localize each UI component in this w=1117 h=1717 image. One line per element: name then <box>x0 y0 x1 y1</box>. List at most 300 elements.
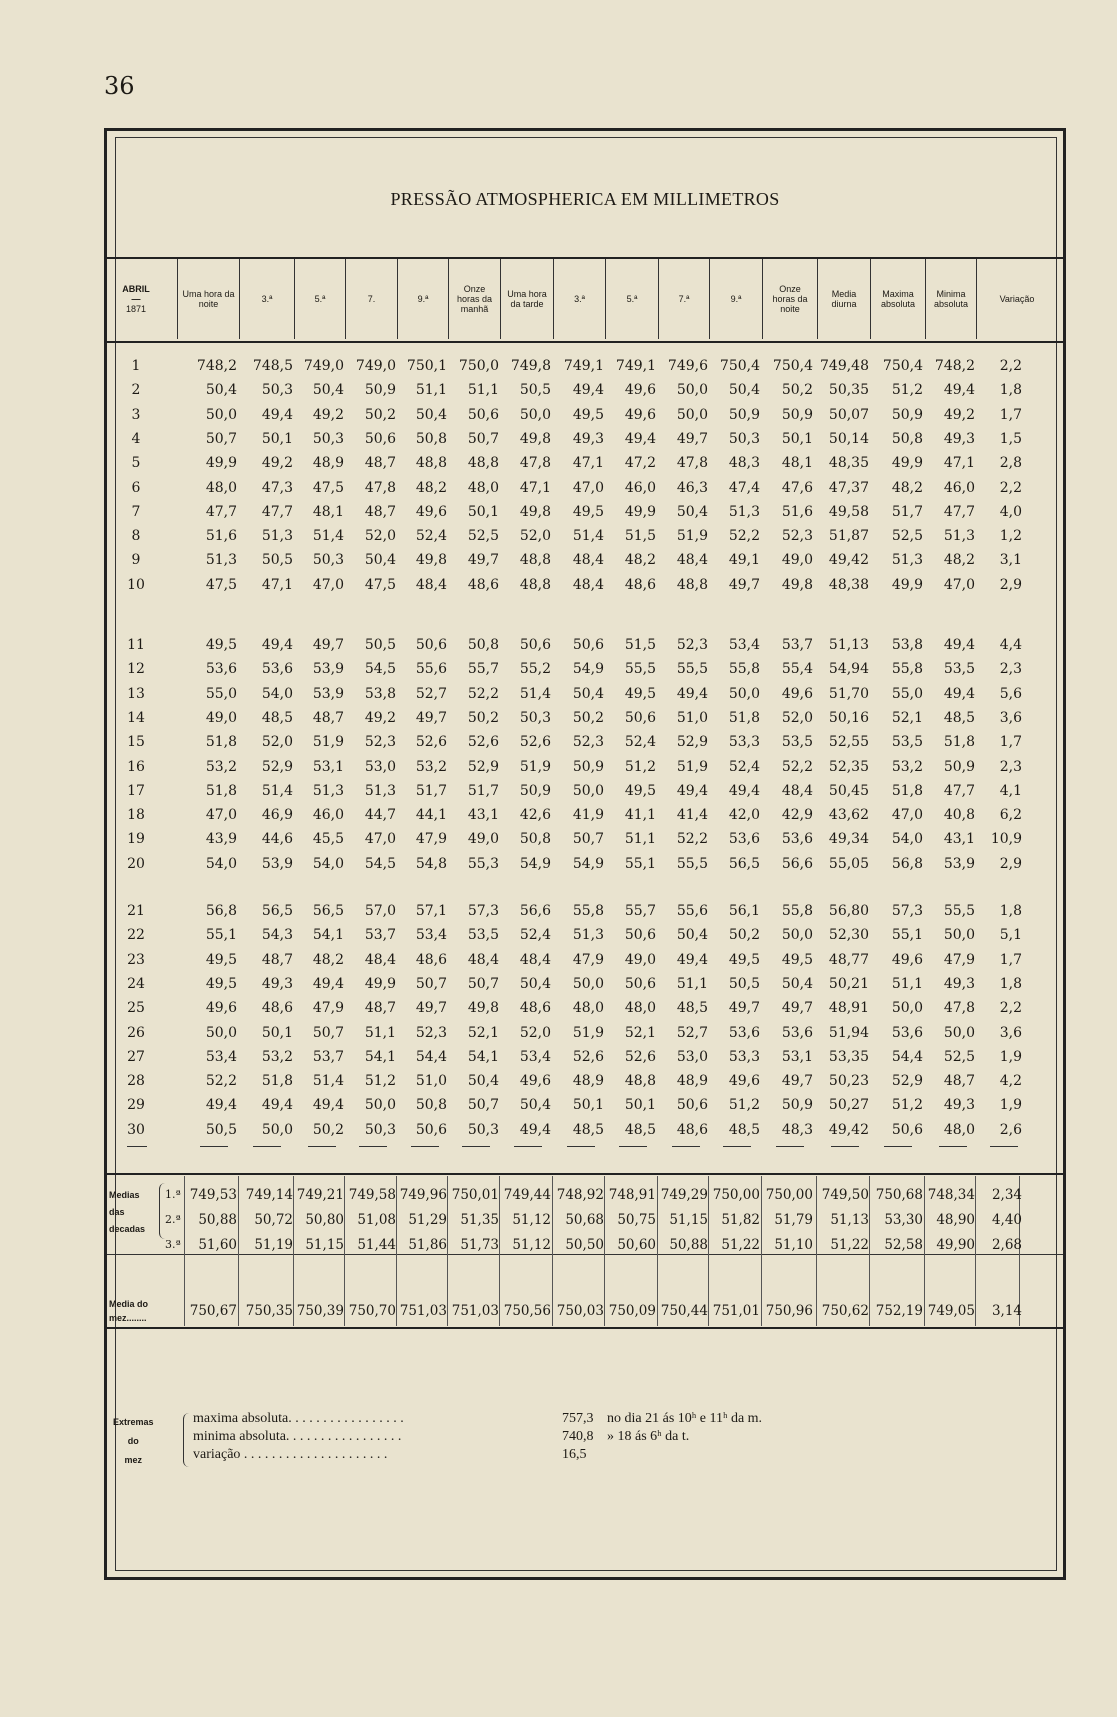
row-value: 2,2 <box>999 358 1022 374</box>
row-value: 50,4 <box>312 382 344 399</box>
row-value: 52,9 <box>676 734 708 751</box>
row-value: 57,3 <box>467 903 499 919</box>
row-value: 50,4 <box>205 382 237 399</box>
row-value: 47,9 <box>312 1000 344 1017</box>
row-value: 49,6 <box>891 951 923 968</box>
row-value: 45,5 <box>312 831 344 848</box>
row-value: 53,6 <box>781 831 813 848</box>
month-mean-label-line: mez........ <box>109 1313 147 1323</box>
row-value: 50,6 <box>519 637 551 653</box>
row-value: 55,2 <box>519 661 551 678</box>
row-value: 55,6 <box>676 903 708 919</box>
header-col-14: Minima absoluta <box>925 259 976 339</box>
table-row <box>107 633 1063 657</box>
row-value: 49,2 <box>943 406 975 423</box>
row-value: 50,2 <box>728 927 760 944</box>
row-value: 750,0 <box>458 358 499 374</box>
day-dash <box>127 1146 147 1147</box>
row-value: 48,0 <box>467 479 499 496</box>
table-row <box>107 803 1063 827</box>
row-value: 42,9 <box>781 807 813 824</box>
row-day: 26 <box>127 1024 145 1041</box>
row-value: 3,6 <box>999 1024 1022 1041</box>
decade-value: 50,60 <box>617 1237 656 1253</box>
row-value: 49,4 <box>728 782 760 799</box>
row-value: 50,1 <box>261 1024 293 1041</box>
row-value: 51,7 <box>891 503 923 520</box>
decade-value: 51,12 <box>512 1237 551 1253</box>
row-value: 54,4 <box>415 1048 447 1065</box>
header-col-3: 7. <box>345 259 397 339</box>
row-value: 50,0 <box>572 975 604 992</box>
row-value: 50,0 <box>519 406 551 423</box>
row-value: 51,1 <box>624 831 656 848</box>
row-value: 50,9 <box>891 406 923 423</box>
row-value: 50,0 <box>572 782 604 799</box>
row-value: 749,1 <box>563 358 604 374</box>
row-value: 49,4 <box>261 1097 293 1114</box>
row-value: 53,6 <box>261 661 293 678</box>
row-value: 51,4 <box>519 685 551 702</box>
row-value: 48,91 <box>828 1000 869 1017</box>
row-value: 46,0 <box>312 807 344 824</box>
row-value: 51,5 <box>624 637 656 653</box>
row-value: 48,0 <box>943 1121 975 1138</box>
decades-label-line: decadas <box>109 1224 146 1234</box>
row-value: 53,9 <box>943 855 975 872</box>
row-value: 43,62 <box>828 807 869 824</box>
decade-value: 4,40 <box>991 1212 1022 1228</box>
row-value: 50,4 <box>364 552 396 569</box>
table-row <box>107 1118 1063 1142</box>
row-value: 49,6 <box>624 382 656 399</box>
row-value: 42,6 <box>519 807 551 824</box>
row-value: 47,7 <box>205 503 237 520</box>
month-mean-bottom-rule <box>107 1327 1063 1329</box>
row-value: 49,7 <box>728 576 760 593</box>
row-value: 48,7 <box>943 1073 975 1090</box>
row-value: 51,2 <box>364 1073 396 1090</box>
table-row <box>107 972 1063 996</box>
row-value: 49,7 <box>781 1000 813 1017</box>
row-value: 50,4 <box>676 503 708 520</box>
row-value: 51,9 <box>572 1024 604 1041</box>
row-value: 53,3 <box>728 1048 760 1065</box>
row-value: 51,7 <box>467 782 499 799</box>
row-value: 48,0 <box>205 479 237 496</box>
row-value: 53,4 <box>415 927 447 944</box>
row-value: 49,7 <box>728 1000 760 1017</box>
column-dash <box>723 1146 751 1147</box>
row-value: 50,0 <box>676 382 708 399</box>
row-value: 51,6 <box>205 528 237 545</box>
month-mean-value: 751,03 <box>451 1303 499 1319</box>
column-dash <box>514 1146 542 1147</box>
row-day: 19 <box>127 831 145 848</box>
row-value: 51,4 <box>572 528 604 545</box>
row-value: 49,4 <box>519 1121 551 1138</box>
extreme-label: variação . . . . . . . . . . . . . . . . . . . . . <box>193 1447 388 1462</box>
header-col-8: 5.ª <box>605 259 658 339</box>
row-value: 48,4 <box>415 576 447 593</box>
row-value: 49,5 <box>781 951 813 968</box>
decade-value: 51,29 <box>408 1212 447 1228</box>
header-col-12: Media diurna <box>817 259 870 339</box>
row-value: 54,1 <box>467 1048 499 1065</box>
decade-value: 52,58 <box>884 1237 923 1253</box>
table-row <box>107 403 1063 427</box>
month-mean-value: 751,03 <box>399 1303 447 1319</box>
row-value: 50,7 <box>467 1097 499 1114</box>
row-value: 49,4 <box>312 1097 344 1114</box>
row-value: 49,3 <box>572 430 604 447</box>
row-value: 49,9 <box>891 455 923 472</box>
row-value: 52,3 <box>364 734 396 751</box>
row-value: 51,3 <box>312 782 344 799</box>
row-value: 49,0 <box>205 709 237 726</box>
row-value: 53,5 <box>781 734 813 751</box>
row-value: 54,1 <box>312 927 344 944</box>
row-value: 4,0 <box>999 503 1022 520</box>
column-dash <box>776 1146 804 1147</box>
row-value: 50,16 <box>828 709 869 726</box>
column-dash <box>831 1146 859 1147</box>
row-value: 51,8 <box>943 734 975 751</box>
row-value: 50,4 <box>519 1097 551 1114</box>
row-value: 48,2 <box>312 951 344 968</box>
row-value: 47,0 <box>312 576 344 593</box>
row-day: 21 <box>127 903 145 919</box>
row-value: 48,5 <box>943 709 975 726</box>
row-value: 49,3 <box>943 975 975 992</box>
row-value: 52,1 <box>467 1024 499 1041</box>
row-value: 51,3 <box>261 528 293 545</box>
table-row <box>107 451 1063 475</box>
row-value: 50,5 <box>205 1121 237 1138</box>
row-value: 50,4 <box>676 927 708 944</box>
decade-value: 748,91 <box>608 1187 656 1203</box>
row-value: 48,5 <box>261 709 293 726</box>
extreme-value: 757,3 <box>562 1411 594 1426</box>
extreme-note: » 18 ás 6ʰ da t. <box>607 1429 690 1444</box>
row-value: 49,9 <box>205 455 237 472</box>
row-value: 53,6 <box>728 831 760 848</box>
row-value: 51,9 <box>519 758 551 775</box>
decade-value: 50,72 <box>254 1212 293 1228</box>
row-day: 18 <box>127 807 145 824</box>
row-value: 6,2 <box>999 807 1022 824</box>
header-col-5: Onze horas da manhã <box>448 259 500 339</box>
row-value: 52,30 <box>828 927 869 944</box>
month-mean-row <box>107 1299 1063 1323</box>
row-value: 52,2 <box>781 758 813 775</box>
row-day: 23 <box>127 951 145 968</box>
row-value: 53,5 <box>943 661 975 678</box>
row-value: 50,6 <box>572 637 604 653</box>
row-value: 50,6 <box>415 637 447 653</box>
decade-value: 51,60 <box>198 1237 237 1253</box>
row-value: 48,8 <box>467 455 499 472</box>
row-value: 52,0 <box>261 734 293 751</box>
row-value: 47,9 <box>943 951 975 968</box>
row-value: 49,7 <box>781 1073 813 1090</box>
row-value: 50,9 <box>781 1097 813 1114</box>
table-row <box>107 852 1063 876</box>
row-value: 49,4 <box>943 637 975 653</box>
row-value: 50,5 <box>519 382 551 399</box>
row-value: 47,0 <box>891 807 923 824</box>
extremes-label <box>113 1413 154 1470</box>
row-value: 53,4 <box>728 637 760 653</box>
decade-value: 50,50 <box>565 1237 604 1253</box>
row-value: 48,5 <box>624 1121 656 1138</box>
row-value: 53,2 <box>891 758 923 775</box>
row-value: 54,3 <box>261 927 293 944</box>
row-value: 54,4 <box>891 1048 923 1065</box>
row-value: 52,55 <box>828 734 869 751</box>
row-value: 53,35 <box>828 1048 869 1065</box>
row-value: 52,0 <box>519 528 551 545</box>
extreme-label: minima absoluta. . . . . . . . . . . . . . . . . <box>193 1429 402 1444</box>
row-value: 50,9 <box>728 406 760 423</box>
row-value: 50,5 <box>728 975 760 992</box>
row-value: 48,6 <box>519 1000 551 1017</box>
header-month: ABRIL <box>122 284 150 294</box>
row-value: 51,3 <box>364 782 396 799</box>
row-value: 50,3 <box>261 382 293 399</box>
row-day: 25 <box>127 1000 145 1017</box>
row-value: 49,4 <box>572 382 604 399</box>
row-value: 51,5 <box>624 528 656 545</box>
row-value: 49,34 <box>828 831 869 848</box>
row-value: 50,07 <box>828 406 869 423</box>
row-value: 46,0 <box>624 479 656 496</box>
row-value: 55,5 <box>676 855 708 872</box>
row-value: 54,9 <box>519 855 551 872</box>
decade-value: 49,90 <box>936 1237 975 1253</box>
row-value: 749,48 <box>820 358 869 374</box>
row-value: 48,8 <box>676 576 708 593</box>
row-value: 47,7 <box>943 503 975 520</box>
row-value: 51,3 <box>728 503 760 520</box>
row-value: 1,7 <box>999 734 1022 751</box>
row-value: 51,9 <box>312 734 344 751</box>
row-value: 49,5 <box>728 951 760 968</box>
table-row <box>107 948 1063 972</box>
row-value: 52,7 <box>676 1024 708 1041</box>
row-value: 52,1 <box>624 1024 656 1041</box>
row-value: 749,6 <box>667 358 708 374</box>
row-value: 52,35 <box>828 758 869 775</box>
row-value: 49,4 <box>943 685 975 702</box>
row-value: 50,2 <box>781 382 813 399</box>
row-value: 10,9 <box>990 831 1022 848</box>
row-value: 3,1 <box>999 552 1022 569</box>
extreme-value: 740,8 <box>562 1429 594 1444</box>
row-value: 50,4 <box>572 685 604 702</box>
table-row <box>107 378 1063 402</box>
row-value: 48,7 <box>364 1000 396 1017</box>
row-value: 50,4 <box>781 975 813 992</box>
row-value: 44,6 <box>261 831 293 848</box>
table-row <box>107 427 1063 451</box>
decade-value: 51,19 <box>254 1237 293 1253</box>
row-value: 48,9 <box>676 1073 708 1090</box>
row-value: 51,8 <box>261 1073 293 1090</box>
row-value: 56,1 <box>728 903 760 919</box>
row-value: 41,9 <box>572 807 604 824</box>
row-value: 48,9 <box>312 455 344 472</box>
row-value: 44,7 <box>364 807 396 824</box>
row-value: 50,6 <box>467 406 499 423</box>
row-value: 50,4 <box>519 975 551 992</box>
table-row <box>107 1021 1063 1045</box>
row-value: 51,3 <box>205 552 237 569</box>
row-value: 41,4 <box>676 807 708 824</box>
row-value: 49,4 <box>312 975 344 992</box>
row-value: 49,5 <box>572 503 604 520</box>
row-value: 52,0 <box>364 528 396 545</box>
header-col-0: Uma hora da noite <box>177 259 239 339</box>
column-dash <box>359 1146 387 1147</box>
row-value: 1,9 <box>999 1048 1022 1065</box>
extreme-value: 16,5 <box>562 1447 587 1462</box>
row-value: 48,6 <box>261 1000 293 1017</box>
row-value: 50,3 <box>467 1121 499 1138</box>
row-value: 49,4 <box>624 430 656 447</box>
row-value: 53,0 <box>364 758 396 775</box>
row-value: 749,8 <box>510 358 551 374</box>
row-value: 49,0 <box>467 831 499 848</box>
decade-value: 51,15 <box>669 1212 708 1228</box>
decades-top-rule <box>107 1173 1063 1175</box>
row-value: 50,45 <box>828 782 869 799</box>
decade-value: 51,35 <box>460 1212 499 1228</box>
row-value: 48,8 <box>519 552 551 569</box>
row-value: 50,6 <box>364 430 396 447</box>
row-value: 50,3 <box>728 430 760 447</box>
row-value: 50,0 <box>943 1024 975 1041</box>
row-value: 52,3 <box>572 734 604 751</box>
decade-row <box>107 1233 1063 1257</box>
row-value: 55,1 <box>205 927 237 944</box>
decade-value: 51,79 <box>774 1212 813 1228</box>
header-col-13: Maxima absoluta <box>870 259 925 339</box>
row-value: 52,4 <box>624 734 656 751</box>
row-value: 48,2 <box>624 552 656 569</box>
table-row <box>107 706 1063 730</box>
row-value: 48,2 <box>943 552 975 569</box>
row-value: 56,8 <box>205 903 237 919</box>
row-value: 48,5 <box>572 1121 604 1138</box>
row-value: 50,0 <box>676 406 708 423</box>
row-value: 49,4 <box>261 637 293 653</box>
row-value: 47,8 <box>519 455 551 472</box>
column-dash <box>253 1146 281 1147</box>
row-value: 50,6 <box>624 709 656 726</box>
header-col-2: 5.ª <box>294 259 345 339</box>
row-value: 51,0 <box>676 709 708 726</box>
row-value: 4,2 <box>999 1073 1022 1090</box>
table-row <box>107 827 1063 851</box>
row-value: 54,5 <box>364 661 396 678</box>
row-value: 48,35 <box>828 455 869 472</box>
row-value: 49,2 <box>312 406 344 423</box>
row-value: 55,05 <box>828 855 869 872</box>
row-value: 51,7 <box>415 782 447 799</box>
row-value: 47,0 <box>572 479 604 496</box>
table-row <box>107 1045 1063 1069</box>
row-value: 52,9 <box>891 1073 923 1090</box>
table-row <box>107 899 1063 923</box>
row-value: 48,77 <box>828 951 869 968</box>
row-value: 750,1 <box>406 358 447 374</box>
row-day: 15 <box>127 734 145 751</box>
row-value: 52,4 <box>728 758 760 775</box>
row-value: 749,0 <box>303 358 344 374</box>
decade-value: 749,53 <box>189 1187 237 1203</box>
row-value: 52,3 <box>676 637 708 653</box>
row-day: 17 <box>127 782 145 799</box>
row-value: 42,0 <box>728 807 760 824</box>
row-value: 49,7 <box>467 552 499 569</box>
row-value: 48,3 <box>728 455 760 472</box>
row-value: 51,13 <box>828 637 869 653</box>
decade-value: 50,68 <box>565 1212 604 1228</box>
row-value: 43,1 <box>943 831 975 848</box>
row-value: 748,2 <box>196 358 237 374</box>
decade-value: 749,29 <box>660 1187 708 1203</box>
row-value: 50,1 <box>572 1097 604 1114</box>
decade-value: 50,75 <box>617 1212 656 1228</box>
row-value: 53,2 <box>261 1048 293 1065</box>
row-value: 49,6 <box>415 503 447 520</box>
row-value: 49,4 <box>676 782 708 799</box>
row-value: 2,2 <box>999 479 1022 496</box>
row-value: 54,9 <box>572 661 604 678</box>
row-value: 50,7 <box>205 430 237 447</box>
decade-ordinal: 3.ª <box>165 1238 181 1251</box>
row-value: 55,8 <box>728 661 760 678</box>
decade-value: 749,96 <box>399 1187 447 1203</box>
row-value: 2,3 <box>999 661 1022 678</box>
row-value: 51,4 <box>261 782 293 799</box>
table-row <box>107 476 1063 500</box>
row-value: 57,1 <box>415 903 447 919</box>
row-value: 49,3 <box>943 1097 975 1114</box>
row-value: 49,6 <box>781 685 813 702</box>
row-day: 8 <box>131 528 141 545</box>
row-value: 5,1 <box>999 927 1022 944</box>
row-value: 48,1 <box>781 455 813 472</box>
row-day: 14 <box>127 709 145 726</box>
row-value: 51,2 <box>891 1097 923 1114</box>
row-value: 51,1 <box>891 975 923 992</box>
month-mean-value: 749,05 <box>927 1303 975 1319</box>
row-value: 47,0 <box>205 807 237 824</box>
row-value: 53,4 <box>205 1048 237 1065</box>
row-value: 47,8 <box>364 479 396 496</box>
header-col-1: 3.ª <box>239 259 294 339</box>
table-row <box>107 996 1063 1020</box>
row-day: 16 <box>127 758 145 775</box>
row-value: 51,3 <box>572 927 604 944</box>
row-value: 51,8 <box>205 734 237 751</box>
column-dash <box>672 1146 700 1147</box>
row-value: 50,0 <box>891 1000 923 1017</box>
row-value: 2,2 <box>999 1000 1022 1017</box>
row-value: 49,9 <box>364 975 396 992</box>
